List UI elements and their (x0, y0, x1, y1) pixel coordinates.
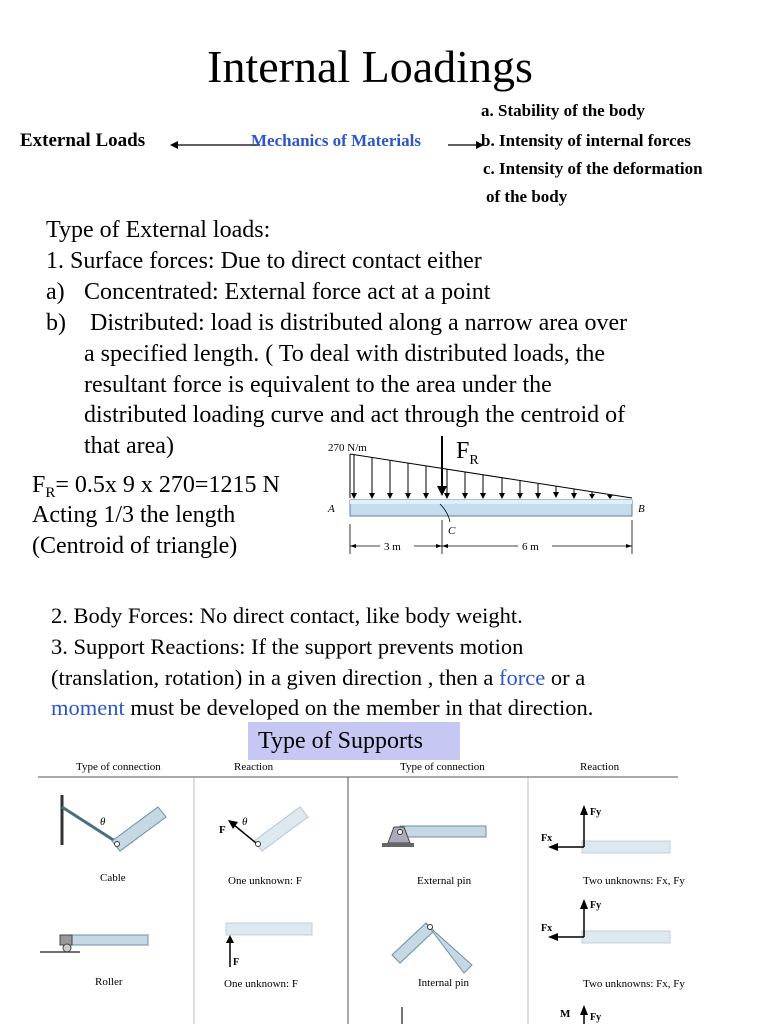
cable-reaction-illustration (219, 807, 308, 851)
distributed-line-2: a specified length. ( To deal with distributed loads, the (84, 341, 606, 367)
load-arrows (351, 455, 613, 499)
distributed-line-3: resultant force is equivalent to the area under the (84, 372, 552, 398)
dim-left: 3 m (384, 541, 401, 553)
external-heading: Type of External loads: (46, 217, 271, 243)
right-arrow (448, 138, 484, 152)
internal-pin-reaction-illustration (541, 899, 670, 943)
load-intensity-label: 270 N/m (328, 442, 367, 454)
svg-text:F: F (219, 824, 226, 836)
cable-reaction-label: One unknown: F (228, 875, 302, 887)
page-title: Internal Loadings (207, 41, 533, 92)
col-reaction-2: Reaction (580, 761, 620, 773)
svg-text:θ: θ (100, 816, 106, 828)
svg-text:θ: θ (242, 816, 248, 828)
svg-text:M: M (560, 1008, 571, 1020)
distributed-line-4: distributed loading curve and act through the centroid of (84, 402, 626, 428)
item-c: c. Intensity of the deformation (483, 159, 703, 178)
external-pin-illustration (382, 826, 486, 847)
support-reactions-line: 3. Support Reactions: If the support prevents motion (51, 634, 524, 659)
distributed-line-5: that area) (84, 433, 174, 459)
fr-label: $F_R$ (456, 438, 479, 468)
roller-reaction-illustration (226, 923, 312, 968)
left-arrow (170, 138, 262, 152)
item-a-marker: a) (46, 279, 65, 305)
moment-term: moment (51, 695, 125, 720)
cable-label: Cable (100, 872, 126, 884)
external-pin-reaction-illustration (541, 805, 670, 853)
item-b: b. Intensity of internal forces (481, 131, 691, 150)
fr-centroid-line: (Centroid of triangle) (32, 533, 238, 559)
label-b: B (638, 503, 645, 515)
roller-reaction-label: One unknown: F (224, 978, 298, 990)
svg-text:Fx: Fx (541, 923, 553, 934)
internal-pin-illustration (392, 923, 472, 973)
external-loads-label: External Loads (20, 130, 146, 151)
support-reactions-line-2: (translation, rotation) in a given direction , then a force or a (51, 665, 586, 690)
fixed-support-partial (402, 1005, 601, 1024)
supports-table (0, 755, 768, 1024)
external-pin-reaction-label: Two unknowns: Fx, Fy (583, 875, 685, 887)
svg-text:Fy: Fy (590, 1012, 602, 1023)
label-a: A (328, 503, 335, 515)
item-c-cont: of the body (486, 187, 568, 206)
svg-text:Fy: Fy (590, 807, 602, 818)
svg-text:F: F (233, 957, 240, 968)
mechanics-label: Mechanics of Materials (251, 131, 421, 150)
col-connection-2: Type of connection (400, 761, 485, 773)
distributed-line-1: Distributed: load is distributed along a narrow area over (90, 310, 628, 336)
item-a: a. Stability of the body (481, 101, 645, 120)
label-c: C (448, 525, 456, 537)
roller-label: Roller (95, 976, 123, 988)
internal-pin-reaction-label: Two unknowns: Fx, Fy (583, 978, 685, 990)
svg-text:Fy: Fy (590, 900, 602, 911)
concentrated-text: Concentrated: External force act at a point (84, 279, 491, 305)
body-forces-line: 2. Body Forces: No direct contact, like body weight. (51, 603, 523, 628)
roller-illustration (40, 935, 148, 952)
supports-banner: Type of Supports (248, 722, 460, 760)
cable-illustration (62, 795, 166, 851)
item-b-marker: b) (46, 310, 66, 336)
surface-forces-line: 1. Surface forces: Due to direct contact either (46, 248, 482, 274)
svg-text:Fx: Fx (541, 833, 553, 844)
distributed-load-figure (322, 434, 652, 558)
fr-equation: $F_R= 0.5x$ 9 x 270=1215 N (32, 472, 280, 501)
col-connection-1: Type of connection (76, 761, 161, 773)
external-pin-label: External pin (417, 875, 472, 887)
force-term: force (499, 665, 546, 690)
fr-acting-line: Acting 1/3 the length (32, 502, 236, 528)
dim-right: 6 m (522, 541, 539, 553)
internal-pin-label: Internal pin (418, 977, 470, 989)
col-reaction-1: Reaction (234, 761, 274, 773)
support-reactions-line-3: moment must be developed on the member in that direction. (51, 695, 594, 720)
